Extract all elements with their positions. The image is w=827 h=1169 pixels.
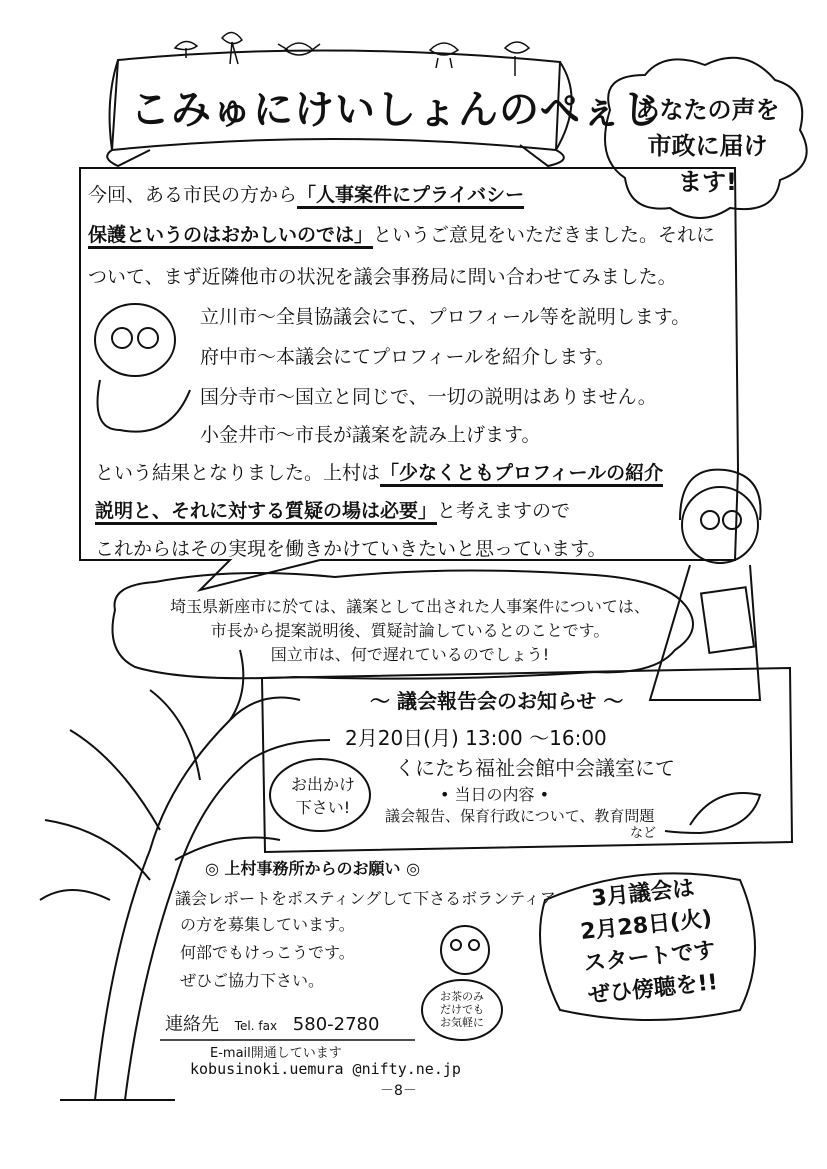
- mascot-line-3: お気軽に: [440, 1016, 484, 1029]
- report-title: ～ 議会報告会のお知らせ ～: [370, 689, 624, 713]
- report-content: 議会報告、保育行政について、教育問題: [385, 807, 655, 825]
- conclusion-line-1: [95, 458, 663, 485]
- tel-label: Tel. fax: [234, 1019, 278, 1033]
- bubble2-line-1: 埼玉県新座市に於ては、議案として出された人事案件については、: [170, 597, 650, 616]
- city-koganei: 小金井市～市長が議案を読み上げます。: [200, 424, 541, 446]
- bubble2-line-3: 国立市は、何で遅れているのでしょう!: [270, 645, 550, 664]
- office-heading: ◎ 上村事務所からのお願い ◎: [205, 859, 421, 878]
- mascot-line-1: お茶のみ: [440, 990, 484, 1003]
- report-venue: くにたち福祉会館中会議室にて: [395, 756, 675, 780]
- invite-line-2: 下さい!: [295, 798, 351, 817]
- intro-line-1: [88, 180, 524, 207]
- cloud-line-2: 市政に届け: [647, 132, 768, 160]
- march-line-4: ぜひ傍聴を!!: [586, 970, 719, 1009]
- office-line-4: ぜひご協力下さい。: [180, 971, 325, 990]
- intro-line-2: [88, 220, 715, 247]
- banner-title: こみゅにけいしょんのぺぇじ: [130, 87, 663, 133]
- tel-number: 580-2780: [292, 1014, 380, 1035]
- march-line-3: スタートです: [582, 938, 717, 977]
- cloud-note: [600, 92, 815, 200]
- march-line-2: 2月28日(火): [579, 906, 714, 945]
- page-number: －8－: [380, 1083, 417, 1099]
- intro-highlight-1: 「人事案件にプライバシー: [297, 184, 524, 209]
- person-figure: [95, 304, 190, 432]
- conclusion-line-3: これからはその実現を働きかけていきたいと思っています。: [95, 538, 607, 560]
- invite-text: [288, 772, 358, 818]
- mascot-line-2: だけでも: [440, 1003, 484, 1016]
- woman-figure: [650, 470, 761, 700]
- report-content-head: • 当日の内容 •: [440, 785, 550, 804]
- march-line-1: 3月議会は: [590, 875, 696, 912]
- report-etc: など: [630, 826, 657, 841]
- cloud-line-1: あなたの声を: [635, 96, 780, 124]
- intro-line-3: ついて、まず近隣他市の状況を議会事務局に問い合わせてみました。: [88, 266, 677, 288]
- intro-line-1a: 今回、ある市民の方から: [88, 184, 298, 206]
- email-address: kobusinoki.uemura @nifty.ne.jp: [190, 1060, 461, 1078]
- cloud-line-3: ます!: [678, 168, 737, 196]
- office-line-1: 議会レポートをポスティングして下さるボランティア: [175, 889, 556, 908]
- contact-row: [165, 1010, 379, 1036]
- email-note: E-mail開通しています: [210, 1046, 342, 1061]
- office-line-3: 何部でもけっこうです。: [180, 943, 355, 962]
- invite-line-1: お出かけ: [290, 775, 355, 794]
- city-fuchu: 府中市～本議会にてプロフィールを紹介します。: [200, 346, 615, 368]
- birds-decoration: [175, 32, 529, 76]
- bubble2-line-2: 市長から提案説明後、質疑討論しているとのことです。: [210, 621, 610, 640]
- intro-highlight-2: 保護というのはおかしいのでは」: [88, 224, 373, 249]
- march-note: [542, 868, 754, 1016]
- leaf-illustration: [665, 793, 760, 833]
- conclusion-line-1a: という結果となりました。上村は: [95, 462, 381, 484]
- conclusion-line-2: [95, 496, 570, 523]
- conclusion-line-2b: と考えますので: [437, 500, 571, 522]
- city-kokubunji: 国分寺市～国立と同じで、一切の説明はありません。: [200, 386, 657, 408]
- conclusion-highlight-1: 「少なくともプロフィールの紹介: [380, 462, 663, 487]
- conclusion-highlight-2: 説明と、それに対する質疑の場は必要」: [95, 500, 437, 525]
- report-datetime: 2月20日(月) 13:00 ～16:00: [345, 726, 607, 750]
- contact-label: 連絡先: [165, 1014, 219, 1035]
- office-line-2: の方を募集しています。: [180, 915, 355, 934]
- intro-line-2b: というご意見をいただきました。それに: [373, 224, 716, 246]
- mascot-text: [430, 990, 494, 1029]
- city-tachikawa: 立川市～全員協議会にて、プロフィール等を説明します。: [200, 306, 691, 328]
